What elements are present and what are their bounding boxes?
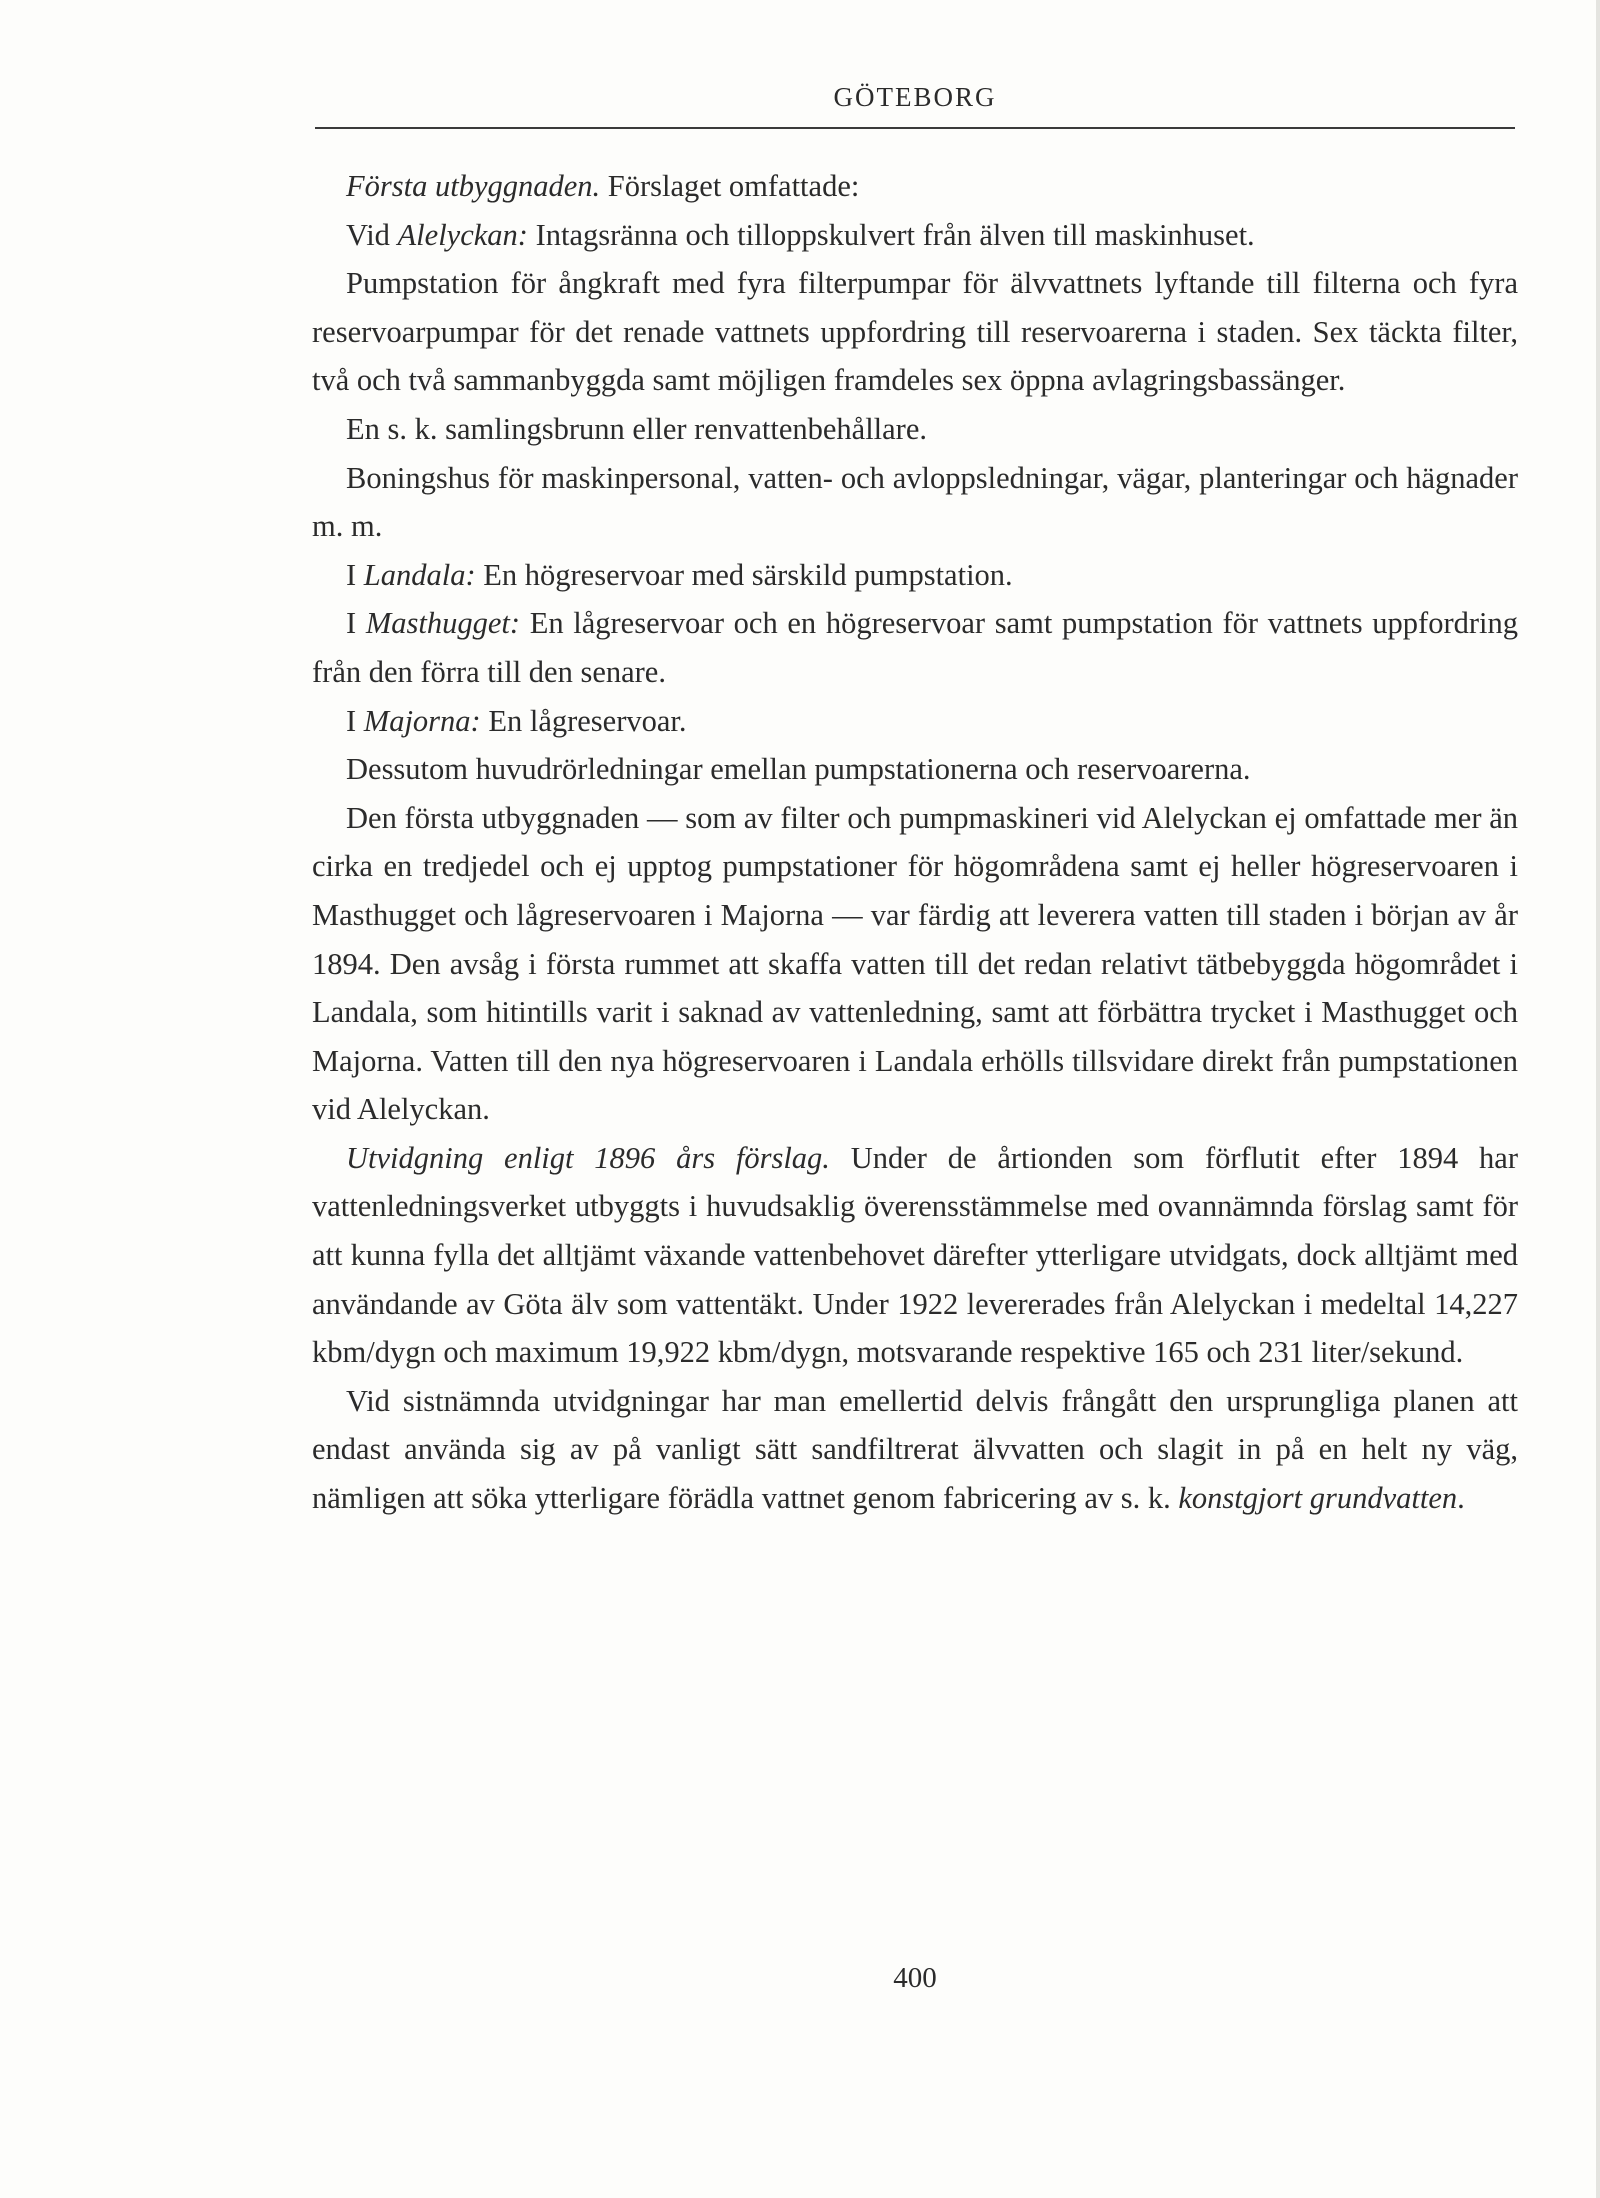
italic-lead: Första utbyggnaden. <box>346 169 601 203</box>
paragraph-konstgjort-grundvatten <box>312 1377 1518 1523</box>
paragraph-landala <box>312 551 1518 600</box>
paragraph-text: Förslaget omfattade: <box>600 169 860 203</box>
paragraph-text: Boningshus för maskinpersonal, vatten- och avloppsledningar, vägar, planteringar och hägnader m. m. <box>312 460 1518 544</box>
running-header: GÖTEBORG <box>833 82 997 112</box>
paragraph-forsta-utbyggnaden-summary <box>312 794 1518 1134</box>
paragraph-text: En högreservoar med särskild pumpstation. <box>475 557 1013 592</box>
italic-term: konstgjort grundvatten <box>1178 1481 1458 1516</box>
paragraph-huvudrorledningar <box>312 745 1518 794</box>
paragraph-prefix: I <box>346 703 364 738</box>
paragraph-boningshus <box>312 454 1518 551</box>
paragraph-alelyckan <box>312 211 1518 260</box>
page-edge-shadow <box>1596 0 1600 2198</box>
paragraph-text: En s. k. samlingsbrunn eller renvattenbehållare. <box>346 411 928 446</box>
paragraph-forsta-utbyggnaden <box>312 162 1518 211</box>
paragraph-text: Under de årtionden som förflutit efter 1894 har vattenledningsverket utbyggts i huvudsaklig överensstämmelse med ovannämnda förslag samt för att kunna fylla det alltjämt växande vattenbehovet därefter ytterligare utvidgats, dock alltjämt med användande av Göta älv som vattentäkt. Under 1922 levererades från Alelyckan i medeltal 14,227 kbm/dygn och maximum 19,922 kbm/dygn, motsvarande respektive 165 och 231 liter/sekund. <box>312 1140 1519 1370</box>
page-number: 400 <box>893 1962 937 1994</box>
paragraph-pumpstation <box>312 259 1518 405</box>
paragraph-prefix: I <box>346 606 366 641</box>
paragraph-text: Dessutom huvudrörledningar emellan pumpstationerna och reservoarerna. <box>346 752 1251 787</box>
paragraph-masthugget <box>312 599 1518 696</box>
italic-lead: Masthugget: <box>365 606 521 641</box>
paragraph-utvidgning-1896 <box>312 1134 1518 1377</box>
paragraph-text: Pumpstation för ångkraft med fyra filterpumpar för älvvattnets lyftande till filterna och fyra reservoarpumpar för det renade vattnets uppfordring till reservoarerna i staden. Sex täckta filter, två och två sammanbyggda samt möjligen framdeles sex öppna avlagringsbassänger. <box>312 266 1518 398</box>
paragraph-majorna <box>312 697 1518 746</box>
paragraph-text: En lågreservoar och en högreservoar samt pumpstation för vattnets uppfordring från den förra till den senare. <box>312 606 1518 689</box>
paragraph-text: En lågreservoar. <box>480 703 687 738</box>
paragraph-text: Intagsränna och tilloppskulvert från älven till maskinhuset. <box>527 217 1255 252</box>
italic-lead: Majorna: <box>363 703 481 738</box>
paragraph-prefix: I <box>346 557 364 592</box>
italic-lead: Alelyckan: <box>397 217 528 252</box>
paragraph-tail: . <box>1457 1481 1465 1516</box>
paragraph-prefix: Vid <box>346 217 398 252</box>
paragraph-text: Den första utbyggnaden — som av filter och pumpmaskineri vid Alelyckan ej omfattade mer än cirka en tredjedel och ej upptog pumpstationer för högområdena samt ej heller högreservoaren i Masthugget och lågreservoaren i Majorna — var färdig att leverera vatten till staden i början av år 1894. Den avsåg i första rummet att skaffa vatten till det redan relativt tätbebyggda högområdet i Landala, som hitintills varit i saknad av vattenledning, samt att förbättra trycket i Masthugget och Majorna. Vatten till den nya högreservoaren i Landala erhölls tillsvidare direkt från pumpstationen vid Alelyckan. <box>312 800 1518 1127</box>
paragraph-text: Vid sistnämnda utvidgningar har man emellertid delvis frångått den ursprungliga planen att endast använda sig av på vanligt sätt sandfiltrerat älvvatten och slagit in på en helt ny väg, nämligen att söka ytterligare förädla vattnet genom fabricering av s. k. <box>312 1383 1518 1516</box>
body-text <box>312 162 1518 1523</box>
italic-lead: Utvidgning enligt 1896 års förslag. <box>346 1140 830 1175</box>
header-rule <box>315 127 1515 129</box>
paragraph-samlingsbrunn <box>312 405 1518 454</box>
italic-lead: Landala: <box>363 557 476 592</box>
